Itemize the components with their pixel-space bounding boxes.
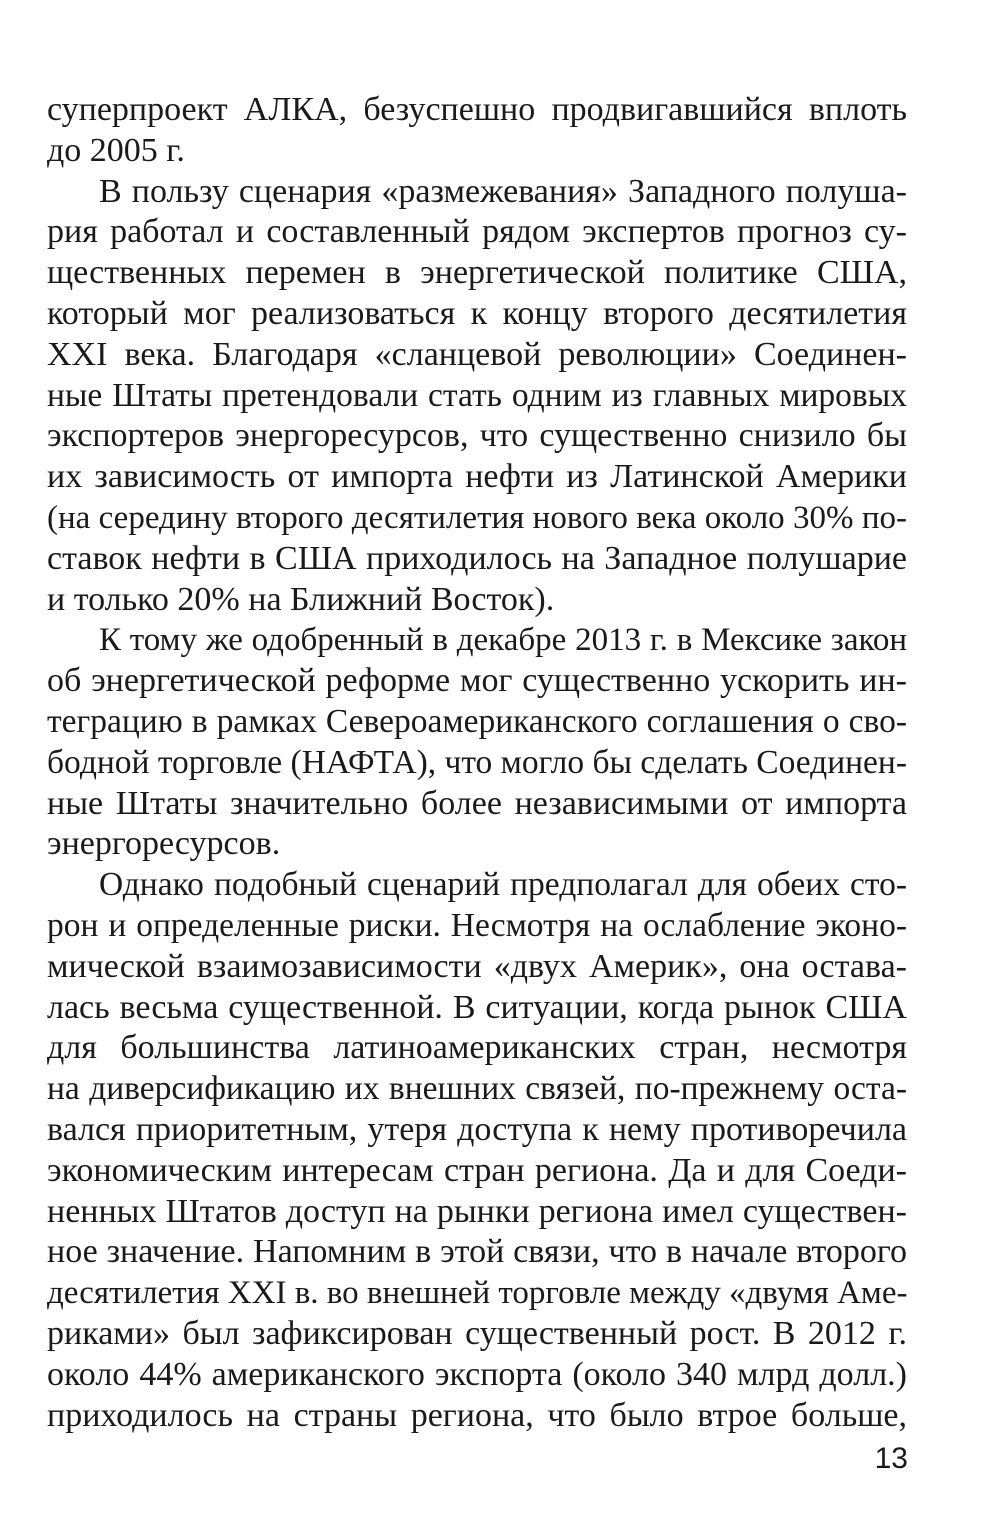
text-line: (на середину второго десятилетия нового века около 30% по- [47, 499, 907, 536]
text-line: ные Штаты значительно более независимыми от импорта [47, 784, 907, 822]
text-line: на диверсификацию их внешних связей, по-прежнему оста- [47, 1070, 907, 1108]
text-line: мической взаимозависимости «двух Америк», она остава- [47, 947, 907, 985]
text-line: рия работал и составленный рядом экспертов прогноз су- [47, 213, 907, 251]
text-line: который мог реализоваться к концу второго десятилетия [47, 294, 907, 332]
text-line: об энергетической реформе мог существенно ускорить ин- [47, 662, 907, 700]
text-line: вался приоритетным, утеря доступа к нему противоречила [47, 1110, 907, 1148]
body-text [47, 90, 907, 1436]
text-line: ставок нефти в США приходилось на Западное полушарие [47, 539, 907, 577]
text-line: экспортеров энергоресурсов, что существенно снизило бы [47, 417, 907, 455]
text-line: XXI века. Благодаря «сланцевой революции» Соединен- [47, 335, 907, 373]
text-line: В пользу сценария «размежевания» Западного полуша- [99, 172, 907, 210]
page-number: 13 [874, 1442, 908, 1475]
text-line: их зависимость от импорта нефти из Латинской Америки [47, 458, 907, 496]
text-line: ное значение. Напомним в этой связи, что в начале второго [47, 1233, 907, 1271]
text-line: и только 20% на Ближний Восток). [47, 580, 555, 618]
text-line: ные Штаты претендовали стать одним из главных мировых [47, 376, 907, 414]
text-line: десятилетия XXI в. во внешней торговле между «двумя Аме- [47, 1275, 907, 1312]
text-line: рон и определенные риски. Несмотря на ослабление эконо- [47, 906, 907, 944]
text-line: энергоресурсов. [47, 825, 281, 863]
text-line: около 44% американского экспорта (около 340 млрд долл.) [47, 1355, 907, 1393]
text-line: суперпроект АЛКА, безуспешно продвигавшийся вплоть [47, 91, 907, 128]
text-line: ненных Штатов доступ на рынки региона имел существен- [47, 1192, 907, 1230]
text-line: Однако подобный сценарий предполагал для обеих сто- [99, 866, 907, 904]
text-line: риками» был зафиксирован существенный рост. В 2012 г. [47, 1314, 907, 1352]
text-line: щественных перемен в энергетической политике США, [47, 254, 907, 292]
text-line: приходилось на страны региона, что было втрое больше, [47, 1396, 907, 1434]
text-line: лась весьма существенной. В ситуации, когда рынок США [47, 988, 907, 1026]
text-line: теграцию в рамках Североамериканского соглашения о сво- [47, 702, 907, 740]
text-line: для большинства латиноамериканских стран, несмотря [47, 1029, 907, 1067]
text-line: К тому же одобренный в декабре 2013 г. в Мексике закон [99, 622, 907, 659]
text-line: бодной торговле (НАФТА), что могло бы сделать Соединен- [47, 743, 907, 781]
text-line: до 2005 г. [47, 131, 185, 169]
text-line: экономическим интересам стран региона. Да и для Соеди- [47, 1151, 907, 1189]
